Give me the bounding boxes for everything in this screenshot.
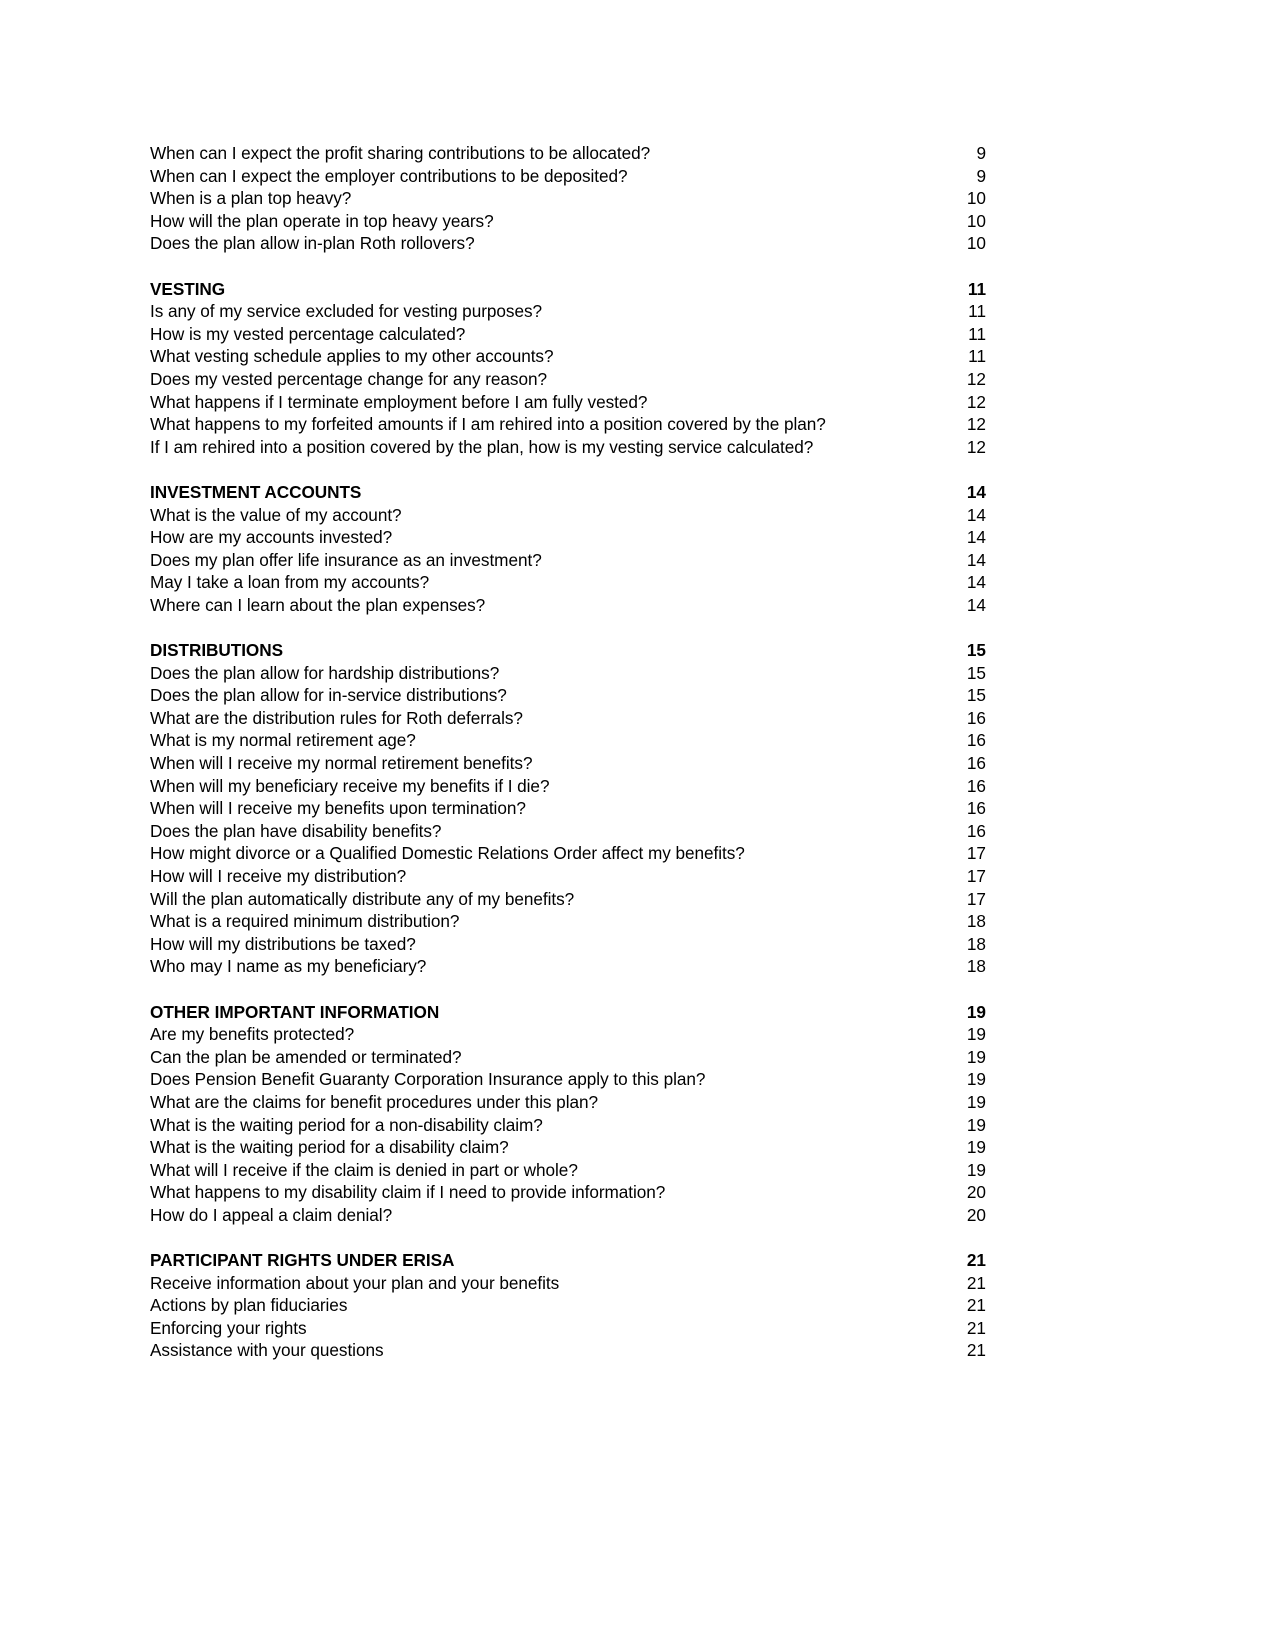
toc-entry[interactable] bbox=[150, 232, 986, 255]
toc-entry[interactable] bbox=[150, 752, 986, 775]
toc-page-number: 11 bbox=[968, 323, 986, 344]
toc-entry-label: Actions by plan fiduciaries bbox=[150, 1295, 348, 1316]
toc-entry[interactable] bbox=[150, 842, 986, 865]
toc-page-number: 12 bbox=[966, 414, 986, 435]
toc-page-number: 18 bbox=[966, 933, 986, 954]
toc-page-number: 19 bbox=[966, 1024, 986, 1045]
toc-page-number: 20 bbox=[966, 1204, 986, 1225]
toc-entry[interactable] bbox=[150, 526, 986, 549]
toc-entry[interactable] bbox=[150, 865, 986, 888]
toc-page-number: 12 bbox=[966, 391, 986, 412]
toc-entry[interactable] bbox=[150, 888, 986, 911]
toc-entry[interactable] bbox=[150, 165, 986, 188]
toc-entry-label: Does the plan allow for in-service distributions? bbox=[150, 685, 507, 706]
toc-entry-label: What is my normal retirement age? bbox=[150, 730, 416, 751]
toc-page-number: 14 bbox=[966, 504, 986, 525]
toc-page-number: 16 bbox=[966, 753, 986, 774]
toc-entry[interactable] bbox=[150, 436, 986, 459]
toc-entry-label: How do I appeal a claim denial? bbox=[150, 1204, 393, 1225]
toc-entry[interactable] bbox=[150, 594, 986, 617]
toc-section-label: PARTICIPANT RIGHTS UNDER ERISA bbox=[150, 1250, 455, 1271]
toc-page-number: 18 bbox=[966, 911, 986, 932]
toc-entry[interactable] bbox=[150, 571, 986, 594]
toc-page-number: 21 bbox=[966, 1295, 986, 1316]
toc-section-label: INVESTMENT ACCOUNTS bbox=[150, 481, 362, 502]
toc-entry-label: What is the value of my account? bbox=[150, 504, 402, 525]
toc-page-number: 19 bbox=[966, 1046, 986, 1067]
toc-page-number: 16 bbox=[966, 707, 986, 728]
toc-spacer bbox=[150, 978, 986, 1001]
toc-section-heading[interactable] bbox=[150, 1249, 986, 1272]
toc-entry-label: What vesting schedule applies to my other accounts? bbox=[150, 346, 554, 367]
toc-spacer bbox=[150, 1227, 986, 1250]
toc-page-number: 9 bbox=[976, 165, 986, 186]
toc-page-number: 17 bbox=[966, 888, 986, 909]
toc-entry[interactable] bbox=[150, 955, 986, 978]
toc-entry[interactable] bbox=[150, 549, 986, 572]
toc-spacer bbox=[150, 255, 986, 278]
toc-section-heading[interactable] bbox=[150, 1001, 986, 1024]
toc-entry-label: When can I expect the profit sharing contributions to be allocated? bbox=[150, 143, 651, 163]
toc-page-number: 16 bbox=[966, 775, 986, 796]
toc-entry[interactable] bbox=[150, 504, 986, 527]
toc-entry[interactable] bbox=[150, 684, 986, 707]
toc-page-number: 21 bbox=[966, 1317, 986, 1338]
toc-section-heading[interactable] bbox=[150, 639, 986, 662]
toc-page-number: 14 bbox=[966, 572, 986, 593]
toc-entry[interactable] bbox=[150, 775, 986, 798]
toc-page-number: 19 bbox=[966, 1069, 986, 1090]
toc-entry-label: When will my beneficiary receive my benefits if I die? bbox=[150, 775, 550, 796]
toc-entry-label: How might divorce or a Qualified Domestic Relations Order affect my benefits? bbox=[150, 843, 745, 864]
toc-page-number: 19 bbox=[966, 1001, 986, 1022]
toc-entry-label: What happens to my disability claim if I need to provide information? bbox=[150, 1182, 666, 1203]
toc-entry[interactable] bbox=[150, 1181, 986, 1204]
toc-entry[interactable] bbox=[150, 1068, 986, 1091]
toc-spacer bbox=[150, 458, 986, 481]
toc-page-number: 18 bbox=[966, 956, 986, 977]
toc-page-number: 12 bbox=[966, 368, 986, 389]
toc-entry-label: Will the plan automatically distribute any of my benefits? bbox=[150, 888, 575, 909]
toc-entry[interactable] bbox=[150, 1023, 986, 1046]
toc-entry[interactable] bbox=[150, 1272, 986, 1295]
toc-entry-label: Enforcing your rights bbox=[150, 1317, 307, 1338]
toc-section-label: DISTRIBUTIONS bbox=[150, 640, 284, 661]
toc-entry-label: If I am rehired into a position covered by the plan, how is my vesting service calculated? bbox=[150, 436, 814, 457]
toc-page-number: 14 bbox=[966, 527, 986, 548]
toc-entry[interactable] bbox=[150, 1136, 986, 1159]
toc-entry-label: May I take a loan from my accounts? bbox=[150, 572, 430, 593]
toc-page-number: 10 bbox=[966, 233, 986, 254]
toc-page-number: 19 bbox=[966, 1114, 986, 1135]
toc-entry[interactable] bbox=[150, 300, 986, 323]
toc-page-number: 19 bbox=[966, 1137, 986, 1158]
toc-entry[interactable] bbox=[150, 187, 986, 210]
toc-page-number: 17 bbox=[966, 843, 986, 864]
toc-entry-label: How is my vested percentage calculated? bbox=[150, 323, 466, 344]
toc-entry[interactable] bbox=[150, 345, 986, 368]
toc-page-number: 10 bbox=[966, 188, 986, 209]
toc-entry[interactable] bbox=[150, 1091, 986, 1114]
toc-page-number: 16 bbox=[966, 820, 986, 841]
toc-entry-label: Who may I name as my beneficiary? bbox=[150, 956, 427, 977]
toc-page-number: 16 bbox=[966, 730, 986, 751]
toc-entry[interactable] bbox=[150, 1159, 986, 1182]
toc-entry-label: Receive information about your plan and your benefits bbox=[150, 1272, 560, 1293]
toc-entry[interactable] bbox=[150, 142, 986, 165]
toc-page-number: 19 bbox=[966, 1091, 986, 1112]
toc-entry[interactable] bbox=[150, 1114, 986, 1137]
toc-entry-label: How will my distributions be taxed? bbox=[150, 933, 416, 954]
toc-entry-label: Does my plan offer life insurance as an investment? bbox=[150, 549, 542, 570]
toc-entry-label: Does my vested percentage change for any reason? bbox=[150, 368, 547, 389]
toc-entry-label: When is a plan top heavy? bbox=[150, 188, 352, 209]
toc-entry-label: Can the plan be amended or terminated? bbox=[150, 1046, 462, 1067]
toc-entry[interactable] bbox=[150, 1339, 986, 1362]
toc-entry[interactable] bbox=[150, 323, 986, 346]
toc-entry[interactable] bbox=[150, 1204, 986, 1227]
toc-entry-label: When will I receive my normal retirement benefits? bbox=[150, 753, 533, 774]
toc-entry-label: Does the plan have disability benefits? bbox=[150, 820, 442, 841]
toc-page-number: 21 bbox=[966, 1250, 986, 1271]
toc-page-number: 12 bbox=[966, 436, 986, 457]
toc-section-heading[interactable] bbox=[150, 481, 986, 504]
toc-entry-label: Are my benefits protected? bbox=[150, 1024, 355, 1045]
toc-entry-label: Is any of my service excluded for vesting purposes? bbox=[150, 301, 542, 322]
toc-page-number: 16 bbox=[966, 798, 986, 819]
toc-section-label: VESTING bbox=[150, 278, 226, 299]
toc-spacer bbox=[150, 616, 986, 639]
toc-page-number: 19 bbox=[966, 1159, 986, 1180]
toc-entry-label: Does the plan allow in-plan Roth rollovers? bbox=[150, 233, 475, 254]
toc-page-number: 10 bbox=[966, 210, 986, 231]
toc-page-number: 14 bbox=[966, 481, 986, 502]
toc-entry-label: What are the claims for benefit procedures under this plan? bbox=[150, 1091, 598, 1112]
toc-entry[interactable] bbox=[150, 391, 986, 414]
toc-page-number: 9 bbox=[976, 143, 986, 163]
toc-entry-label: What happens if I terminate employment before I am fully vested? bbox=[150, 391, 648, 412]
toc-entry-label: When will I receive my benefits upon termination? bbox=[150, 798, 526, 819]
toc-entry-label: What is a required minimum distribution? bbox=[150, 911, 460, 932]
toc-page-number: 11 bbox=[967, 278, 986, 299]
toc-page-number: 21 bbox=[966, 1340, 986, 1361]
toc-page-number: 21 bbox=[966, 1272, 986, 1293]
toc-section-label: OTHER IMPORTANT INFORMATION bbox=[150, 1001, 440, 1022]
toc-entry-label: Where can I learn about the plan expenses? bbox=[150, 594, 486, 615]
toc-entry-label: How will I receive my distribution? bbox=[150, 866, 407, 886]
toc-entry[interactable] bbox=[150, 933, 986, 956]
toc-entry[interactable] bbox=[150, 210, 986, 233]
toc-entry-label: How will the plan operate in top heavy years? bbox=[150, 210, 494, 231]
toc-page-number: 14 bbox=[966, 549, 986, 570]
toc-entry-label: How are my accounts invested? bbox=[150, 527, 393, 548]
toc-page-number: 14 bbox=[966, 594, 986, 615]
toc-page-number: 11 bbox=[968, 301, 986, 322]
toc-entry-label: What is the waiting period for a non-disability claim? bbox=[150, 1114, 543, 1135]
toc-page-number: 11 bbox=[968, 346, 986, 367]
toc-entry[interactable] bbox=[150, 368, 986, 391]
toc-entry[interactable] bbox=[150, 413, 986, 436]
toc-entry[interactable] bbox=[150, 1294, 986, 1317]
toc-entry[interactable] bbox=[150, 662, 986, 685]
toc-entry-label: What happens to my forfeited amounts if I am rehired into a position covered by the plan? bbox=[150, 414, 826, 435]
toc-entry-label: What are the distribution rules for Roth deferrals? bbox=[150, 707, 523, 728]
toc-page-number: 15 bbox=[966, 662, 986, 683]
toc-entry[interactable] bbox=[150, 1046, 986, 1069]
toc-entry-label: Does the plan allow for hardship distributions? bbox=[150, 662, 500, 683]
toc-entry[interactable] bbox=[150, 797, 986, 820]
toc-entry[interactable] bbox=[150, 1317, 986, 1340]
toc-entry-label: Does Pension Benefit Guaranty Corporation Insurance apply to this plan? bbox=[150, 1069, 706, 1090]
toc-entry[interactable] bbox=[150, 820, 986, 843]
toc-entry-label: What is the waiting period for a disability claim? bbox=[150, 1137, 509, 1158]
toc-page-number: 17 bbox=[966, 866, 986, 886]
toc-page-number: 20 bbox=[966, 1182, 986, 1203]
toc-page-number: 15 bbox=[966, 640, 986, 661]
toc-entry-label: What will I receive if the claim is denied in part or whole? bbox=[150, 1159, 578, 1180]
toc-entry[interactable] bbox=[150, 729, 986, 752]
toc-entry-label: Assistance with your questions bbox=[150, 1340, 384, 1361]
toc-entry-label: When can I expect the employer contributions to be deposited? bbox=[150, 165, 628, 186]
toc-entry[interactable] bbox=[150, 910, 986, 933]
table-of-contents bbox=[150, 142, 986, 1362]
toc-section-heading[interactable] bbox=[150, 278, 986, 301]
toc-entry[interactable] bbox=[150, 707, 986, 730]
toc-page-number: 15 bbox=[966, 685, 986, 706]
